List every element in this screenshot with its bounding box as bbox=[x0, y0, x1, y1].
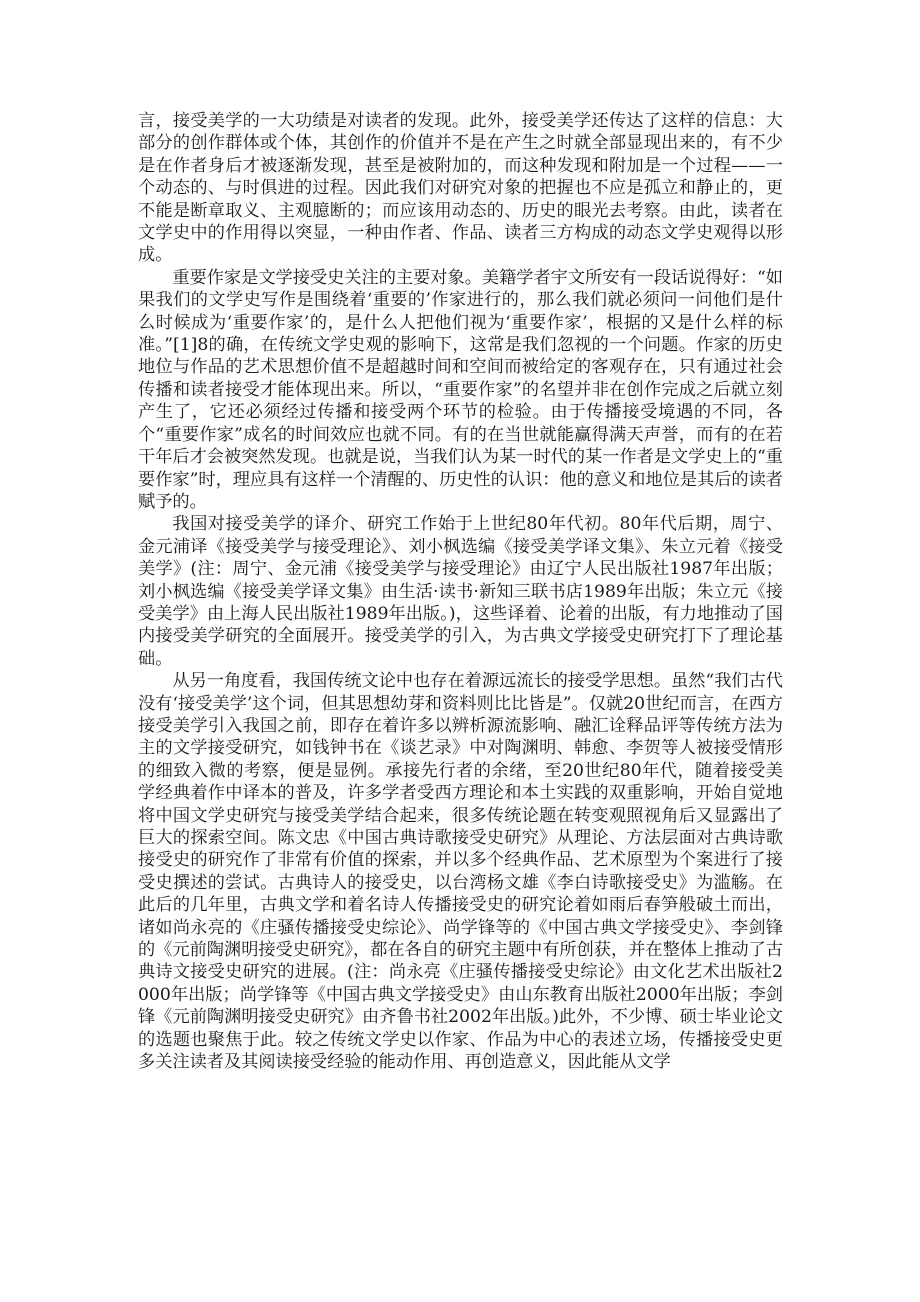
document-page bbox=[138, 110, 783, 1073]
paragraph-reception-translation: 我国对接受美学的译介、研究工作始于上世纪80年代初。80年代后期，周宁、金元浦译《接受美学与接受理论》、刘小枫选编《接受美学译文集》、朱立元着《接受美学》(注：周宁、金元浦《接受美学与接受理论》由辽宁人民出版社1987年出版；刘小枫选编《接受美学译文集》由生活·读书·新知三联书店1989年出版；朱立元《接受美学》由上海人民出版社1989年出版。)，这些译着、论着的出版，有力地推动了国内接受美学研究的全面展开。接受美学的引入，为古典文学接受史研究打下了理论基础。 bbox=[138, 514, 783, 669]
paragraph-important-writers: 重要作家是文学接受史关注的主要对象。美籍学者宇文所安有一段话说得好：“如果我们的文学史写作是围绕着‘重要的’作家进行的，那么我们就必须问一问他们是什么时候成为‘重要作家’的，是什么人把他们视为‘重要作家’，根据的又是什么样的标准。”[1]8的确，在传统文学史观的影响下，这常是我们忽视的一个问题。作家的历史地位与作品的艺术思想价值不是超越时间和空间而被给定的客观存在，只有通过社会传播和读者接受才能体现出来。所以，“重要作家”的名望并非在创作完成之后就立刻产生了，它还必须经过传播和接受两个环节的检验。由于传播接受境遇的不同，各个“重要作家”成名的时间效应也就不同。有的在当世就能赢得满天声誉，而有的在若干年后才会被突然发现。也就是说，当我们认为某一时代的某一作者是文学史上的“重要作家”时，理应具有这样一个清醒的、历史性的认识：他的意义和地位是其后的读者赋予的。 bbox=[138, 267, 783, 512]
paragraph-traditional-theory: 从另一角度看，我国传统文论中也存在着源远流长的接受学思想。虽然“我们古代没有‘接受美学’这个词，但其思想幼芽和资料则比比皆是”。仅就20世纪而言，在西方接受美学引入我国之前，即存在着许多以辨析源流影响、融汇诠释品评等传统方法为主的文学接受研究，如钱钟书在《谈艺录》中对陶渊明、韩愈、李贺等人被接受情形的细致入微的考察，便是显例。承接先行者的余绪，至20世纪80年代，随着接受美学经典着作中译本的普及，许多学者受西方理论和本土实践的双重影响，开始自觉地将中国文学史研究与接受美学结合起来，很多传统论题在转变观照视角后又显露出了巨大的探索空间。陈文忠《中国古典诗歌接受史研究》从理论、方法层面对古典诗歌接受史的研究作了非常有价值的探索，并以多个经典作品、艺术原型为个案进行了接受史撰述的尝试。古典诗人的接受史，以台湾杨文雄《李白诗歌接受史》为滥觞。在此后的几年里，古典文学和着名诗人传播接受史的研究论着如雨后春笋般破土而出，诸如尚永亮的《庄骚传播接受史综论》、尚学锋等的《中国古典文学接受史》、李剑锋的《元前陶渊明接受史研究》，都在各自的研究主题中有所创获，并在整体上推动了古典诗文接受史研究的进展。(注：尚永亮《庄骚传播接受史综论》由文化艺术出版社2000年出版；尚学锋等《中国古典文学接受史》由山东教育出版社2000年出版；李剑锋《元前陶渊明接受史研究》由齐鲁书社2002年出版。)此外，不少博、硕士毕业论文的选题也聚焦于此。较之传统文学史以作家、作品为中心的表述立场，传播接受史更多关注读者及其阅读接受经验的能动作用、再创造意义，因此能从文学 bbox=[138, 671, 783, 1073]
paragraph-continuation: 言，接受美学的一大功绩是对读者的发现。此外，接受美学还传达了这样的信息：大部分的创作群体或个体，其创作的价值并不是在产生之时就全部显现出来的，有不少是在作者身后才被逐渐发现，甚至是被附加的，而这种发现和附加是一个过程——一个动态的、与时俱进的过程。因此我们对研究对象的把握也不应是孤立和静止的，更不能是断章取义、主观臆断的；而应该用动态的、历史的眼光去考察。由此，读者在文学史中的作用得以突显，一种由作者、作品、读者三方构成的动态文学史观得以形成。 bbox=[138, 111, 783, 266]
